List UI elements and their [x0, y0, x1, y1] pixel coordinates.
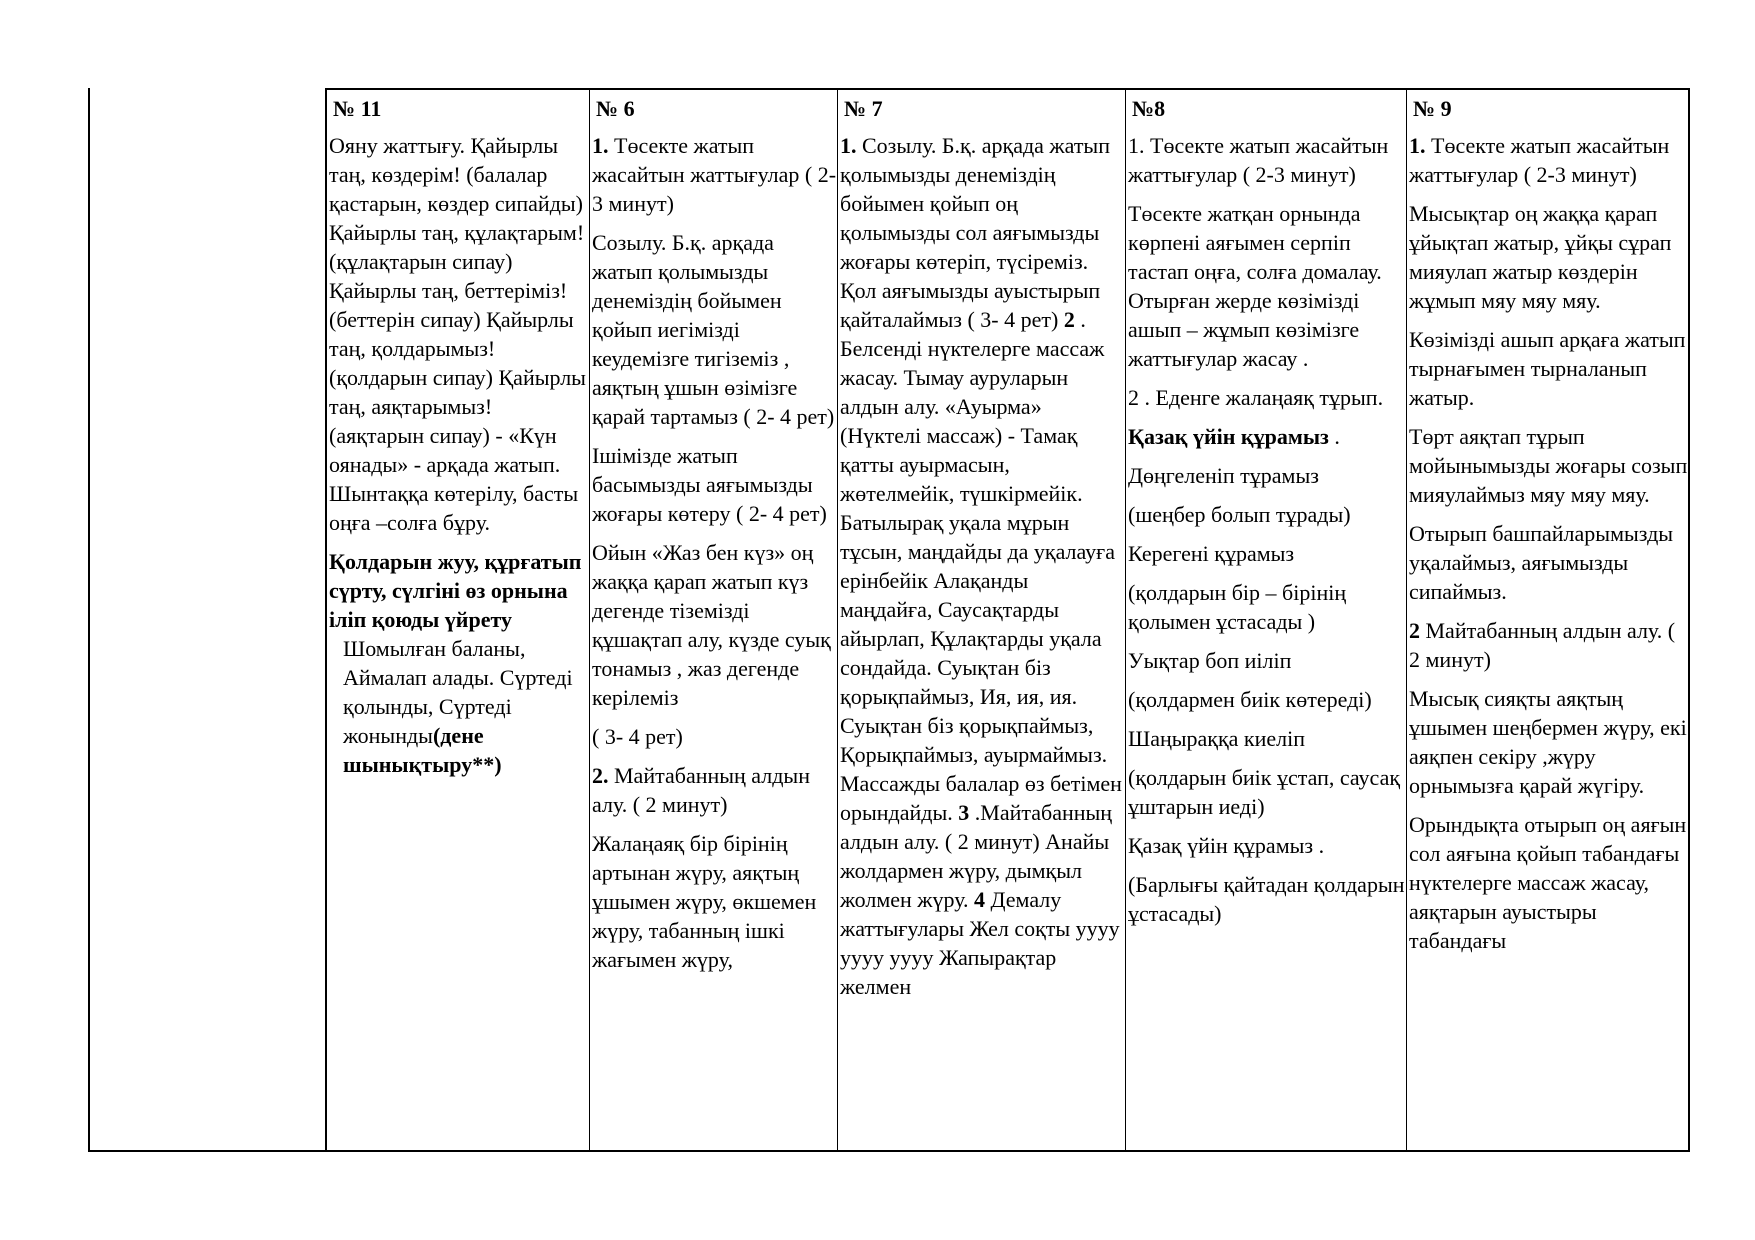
paragraph: [592, 761, 837, 819]
column-body: [1407, 123, 1688, 955]
column-no-7: [837, 88, 1125, 1152]
paragraph: Мысық сияқты аяқтың ұшымен шеңбермен жүру, екі аяқпен секіру ,жүру орнымызға қарай жүгіру.: [1409, 686, 1687, 798]
column-body: [838, 123, 1125, 1001]
empty-left-column: [90, 88, 325, 1152]
paragraph: [592, 131, 837, 218]
poem-text: Шомылған баланы, Аймалап алады. Сүртеді қолынды, Сүртеді жонынды: [343, 636, 573, 748]
paragraph: Ойын «Жаз бен күз» оң жаққа қарап жатып күз дегенде тіземізді құшақтап алу, күзде суық тонамыз , жаз дегенде керілеміз: [592, 540, 831, 710]
column-body: [1126, 123, 1406, 928]
item-text: . Белсенді нүктелерге массаж жасау. Тымау ауруларын алдын алу. «Ауырма» (Нүктелі массаж) - Тамақ қатты ауырмасын, жөтелмейік, түшкірмейік. Батылырақ уқала мұрын тұсын, маңдайды да уқалауға ерінбейік Алақанды маңдайға, Саусақтарды айырлап, Құлақтарды уқала сондайда. Суықтан біз қорықпаймыз, Ия, ия, ия. Суықтан біз қорықпаймыз, Қорықпаймыз, ауырмаймыз. Массажды балалар өз бетімен орындайды.: [840, 307, 1122, 825]
song-line: Дөңгеленіп тұрамыз: [1128, 463, 1319, 488]
item-number: 2: [1063, 307, 1075, 332]
item-text: Созылу. Б.қ. арқада жатып қолымызды денеміздің бойымен қойып оң қолымызды сол аяғымызды жоғары көтеріп, түсіреміз. Қол аяғымызды ауыстырып қайталаймыз ( 3- 4 рет): [840, 133, 1110, 332]
poem: [329, 634, 589, 779]
item-number: 1.: [1409, 133, 1426, 158]
song-line: (қолдарын биік ұстап, саусақ ұштарын иеді): [1128, 765, 1401, 819]
column-no-6: [589, 88, 837, 1152]
paragraph: 2 . Еденге жалаңаяқ тұрып.: [1128, 385, 1384, 410]
song-line: (қолдарын бір – бірінің қолымен ұстасады ): [1128, 580, 1347, 634]
paragraph: Орындықта отырып оң аяғын сол аяғына қойып табандағы нүктелерге массаж жасау, аяқтарын ауыстыры табандағы: [1409, 812, 1687, 953]
song-line: (Барлығы қайтадан қолдарын ұстасады): [1128, 872, 1405, 926]
paragraph: Көзімізді ашып арқаға жатып тырнағымен тырналанып жатыр.: [1409, 327, 1686, 410]
item-number: 2: [1409, 618, 1420, 643]
title-tail: .: [1328, 424, 1340, 449]
item-number: 2.: [592, 763, 609, 788]
paragraph: Мысықтар оң жаққа қарап ұйықтап жатыр, ұйқы сұрап мияулап жатыр көздерін жұмып мяу мяу мяу.: [1409, 201, 1672, 313]
paragraph: [1128, 422, 1406, 451]
paragraph: Отырып башпайларымызды уқалаймыз, аяғымызды сипаймыз.: [1409, 521, 1674, 604]
column-body: [590, 123, 837, 974]
item-text: Төсекте жатып жасайтын жаттығулар ( 2-3 минут): [592, 133, 837, 216]
item-number: 1.: [840, 133, 857, 158]
item-text: Демалу жаттығулары Жел соқты уууу уууу уууу Жапырақтар желмен: [840, 887, 1120, 999]
item-number: 4: [974, 887, 986, 912]
poem-bold-tail: (дене шынықтыру**): [343, 723, 502, 777]
song-line: Уықтар боп иіліп: [1128, 648, 1292, 673]
paragraph: Төрт аяқтап тұрып мойынымызды жоғары созып мияулаймыз мяу мяу мяу.: [1409, 424, 1688, 507]
paragraph: Ояну жаттығу. Қайырлы таң, көздерім! (балалар қастарын, көздер сипайды) Қайырлы таң, құлақтарым! (құлақтарын сипау) Қайырлы таң, беттеріміз! (беттерін сипау) Қайырлы таң, қолдарымыз! (қолдарын сипау) Қайырлы таң, аяқтарымыз! (аяқтарын сипау) - «Күн оянады» - арқада жатып. Шынтаққа көтерілу, басты оңға –солға бұру.: [329, 133, 586, 535]
item-text: Майтабанның алдын алу. ( 2 минут): [1409, 618, 1676, 672]
column-no-11: [325, 88, 589, 1152]
column-body: [327, 123, 589, 779]
paragraph: [840, 131, 1125, 1001]
paragraph: Созылу. Б.қ. арқада жатып қолымызды денеміздің бойымен қойып иегімізді кеудемізге тигіземіз , аяқтың ұшын өзімізге қарай тартамыз ( 2- 4 рет): [592, 230, 835, 429]
paragraph: [1409, 616, 1688, 674]
column-header: № 7: [844, 96, 883, 121]
paragraph: Ішімізде жатып басымызды аяғымызды жоғары көтеру ( 2- 4 рет): [592, 443, 827, 526]
paragraph: ( 3- 4 рет): [592, 724, 683, 749]
column-header: №8: [1132, 96, 1166, 121]
column-no-8: [1125, 88, 1406, 1152]
column-no-9: [1406, 88, 1690, 1152]
bold-title: Қазақ үйін құрамыз: [1128, 424, 1329, 449]
column-header: № 6: [596, 96, 635, 121]
paragraph: [1409, 131, 1688, 189]
paragraph: Төсекте жатқан орнында көрпені аяғымен серпіп тастап оңға, солға домалау. Отырған жерде көзімізді ашып – жұмып көзімізге жаттығулар жасау .: [1128, 201, 1382, 371]
song-line: (қолдармен биік көтереді): [1128, 687, 1372, 712]
paragraph: Жалаңаяқ бір бірінің артынан жүру, аяқтың ұшымен жүру, өкшемен жүру, табанның ішкі жағымен жүру,: [592, 831, 817, 972]
song-line: Керегені құрамыз: [1128, 541, 1295, 566]
song-line: (шеңбер болып тұрады): [1128, 502, 1351, 527]
schedule-table: [88, 88, 1690, 1152]
song-line: Шаңыраққа киеліп: [1128, 726, 1306, 751]
item-text: Төсекте жатып жасайтын жаттығулар ( 2-3 минут): [1409, 133, 1670, 187]
item-number: 3: [958, 800, 970, 825]
bold-paragraph: Қолдарын жуу, құрғатып сүрту, сүлгіні өз орнына іліп қоюды үйрету: [329, 549, 582, 632]
paragraph: 1. Төсекте жатып жасайтын жаттығулар ( 2-3 минут): [1128, 133, 1389, 187]
item-number: 1.: [592, 133, 609, 158]
column-header: № 9: [1413, 96, 1452, 121]
item-text: .Майтабанның алдын алу. ( 2 минут) Анайы жолдармен жүру, дымқыл жолмен жүру.: [840, 800, 1113, 912]
item-text: Майтабанның алдын алу. ( 2 минут): [592, 763, 810, 817]
column-header: № 11: [333, 96, 382, 121]
song-line: Қазақ үйін құрамыз .: [1128, 833, 1325, 858]
